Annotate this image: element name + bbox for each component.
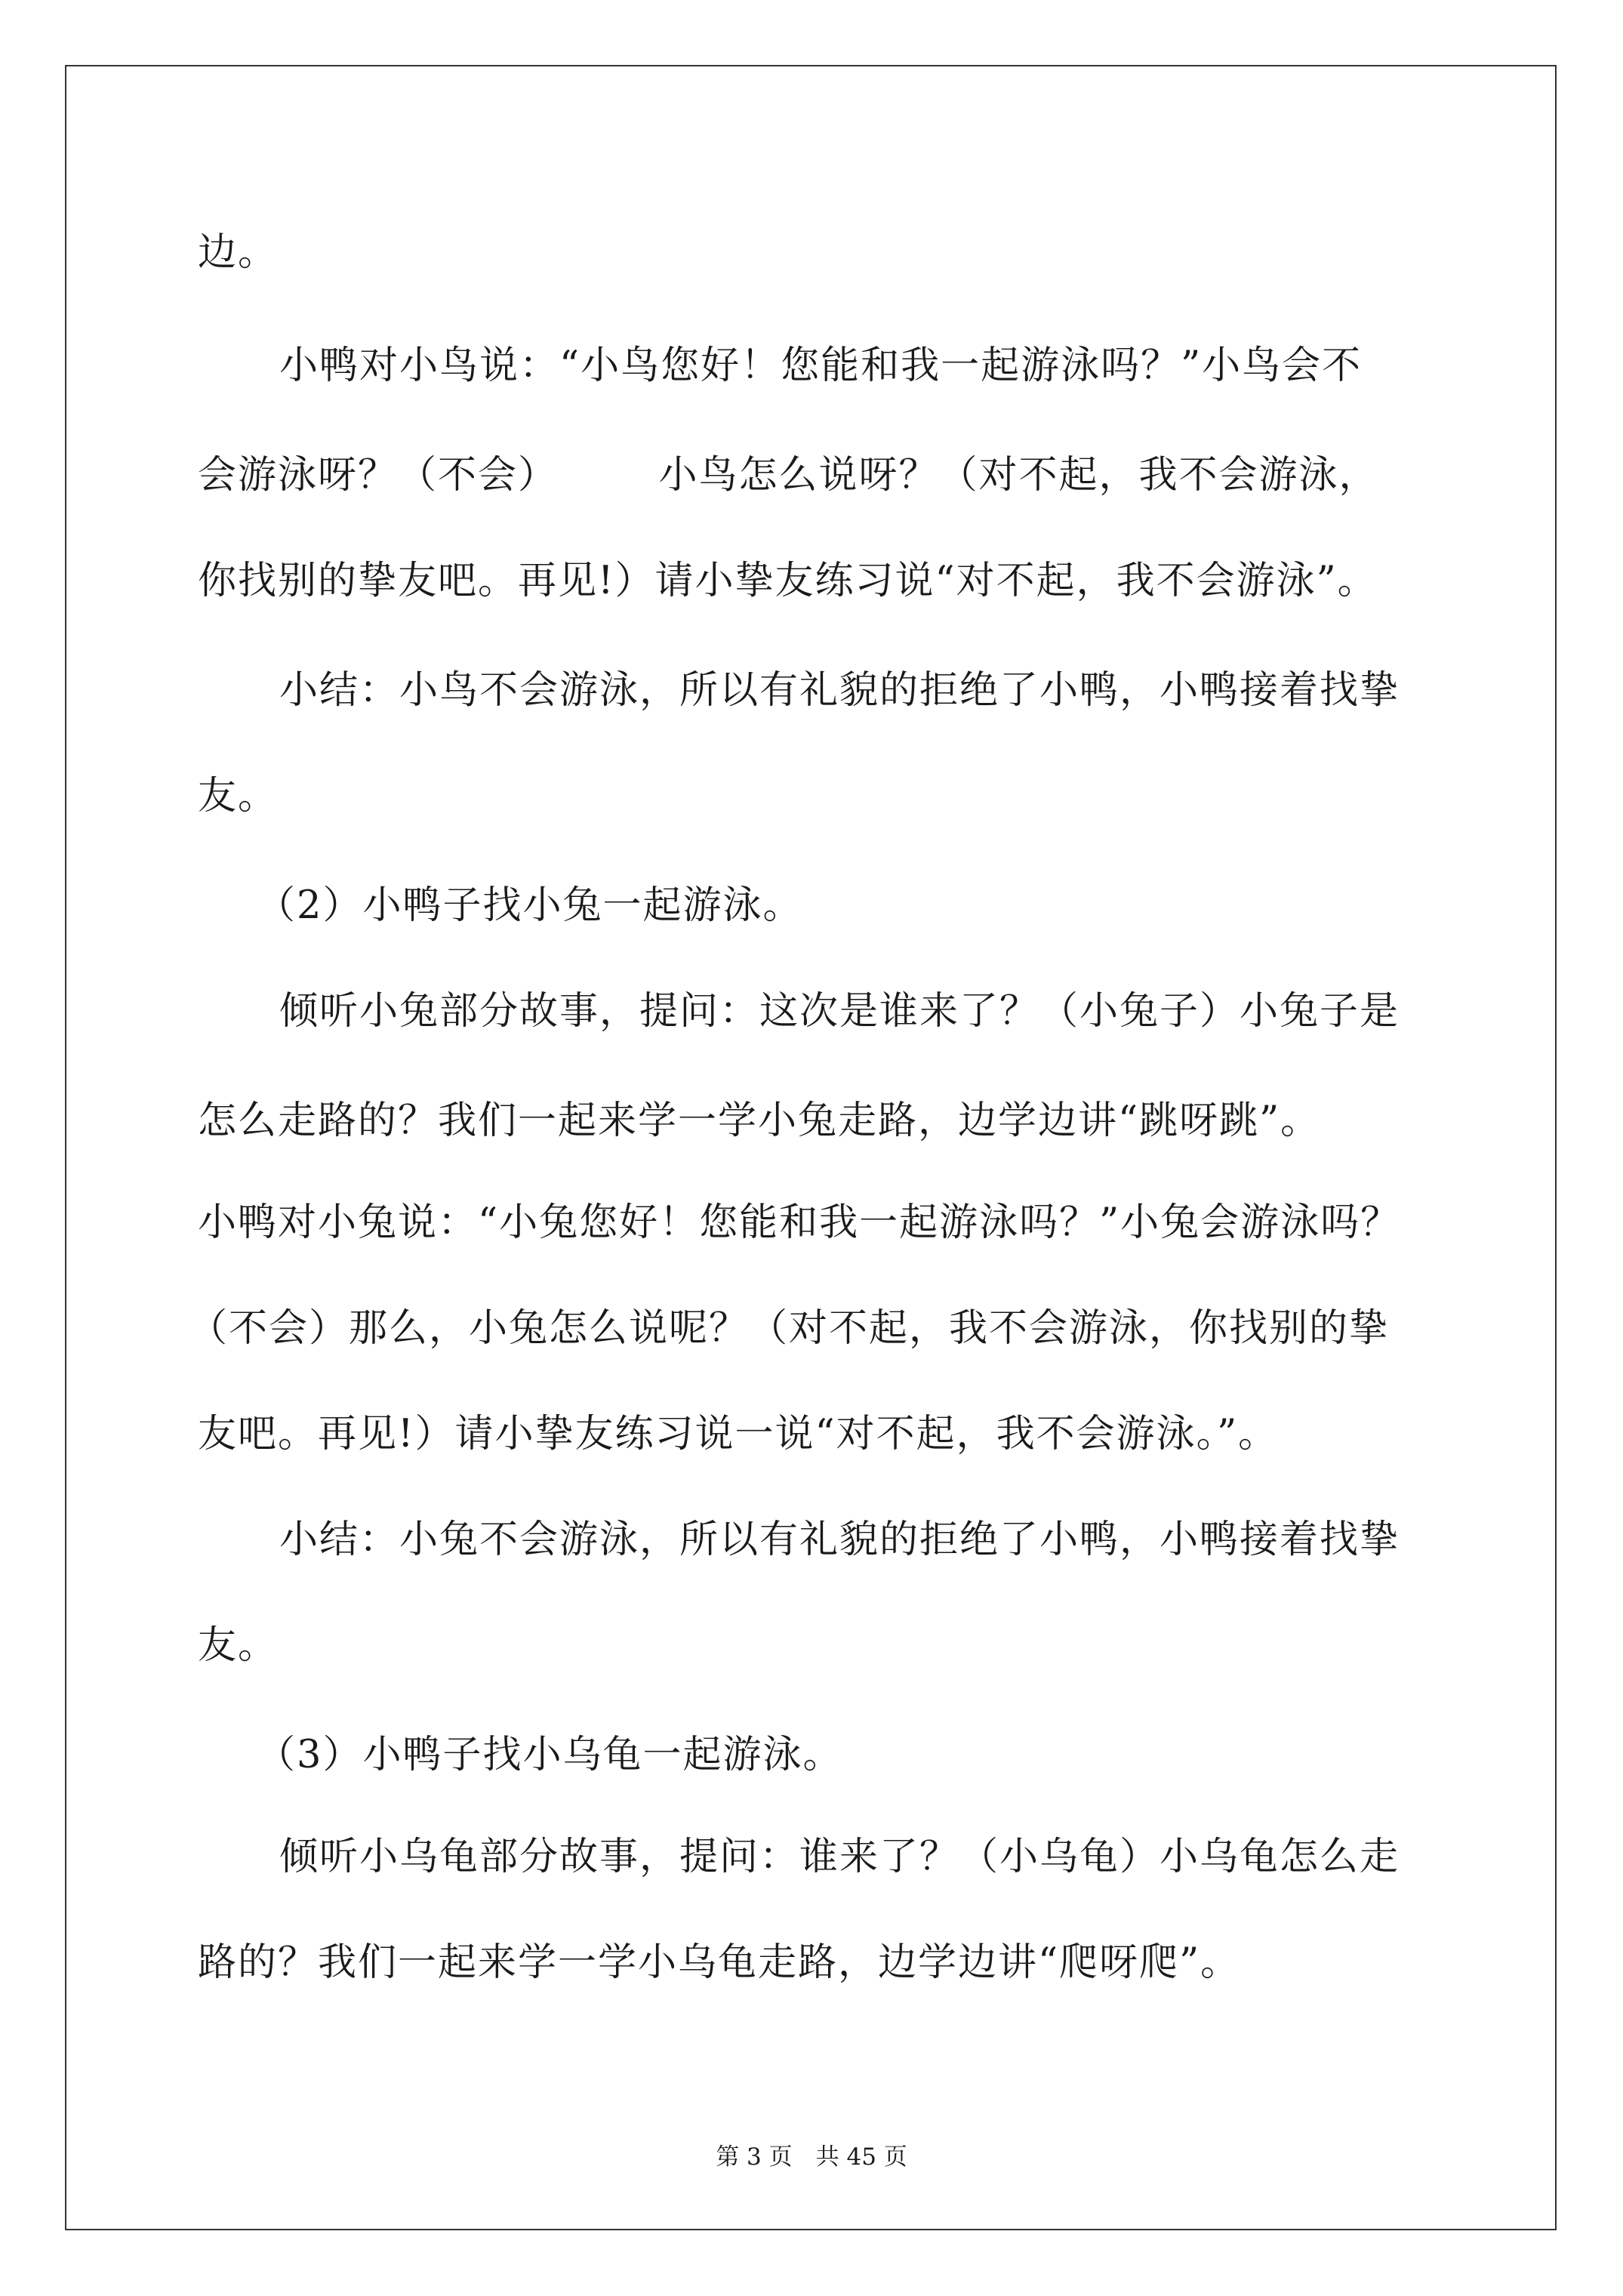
text-line-10: 小鸭对小兔说：“小兔您好！您能和我一起游泳吗？”小兔会游泳吗？ (198, 1200, 1401, 1245)
text-line-8: 倾听小兔部分故事，提问：这次是谁来了？（小兔子）小兔子是 (279, 989, 1400, 1034)
text-line-7: （2）小鸭子找小兔一起游泳。 (257, 883, 803, 928)
text-line-1: 边。 (198, 230, 279, 275)
text-line-11: （不会）那么，小兔怎么说呢？（对不起，我不会游泳，你找别的挚 (189, 1306, 1390, 1351)
text-line-17: 路的？我们一起来学一学小乌龟走路，边学边讲“爬呀爬”。 (198, 1940, 1241, 1985)
text-line-2: 小鸭对小鸟说：“小鸟您好！您能和我一起游泳吗？”小鸟会不 (279, 344, 1363, 388)
text-line-5: 小结：小鸟不会游泳，所以有礼貌的拒绝了小鸭，小鸭接着找挚 (279, 668, 1400, 713)
text-line-9: 怎么走路的？我们一起来学一学小兔走路，边学边讲“跳呀跳”。 (198, 1099, 1321, 1143)
text-line-13: 小结：小兔不会游泳，所以有礼貌的拒绝了小鸭，小鸭接着找挚 (279, 1518, 1400, 1562)
text-line-4: 你找别的挚友吧。再见!）请小挚友练习说“对不起，我不会游泳”。 (198, 559, 1378, 603)
text-line-3: 会游泳呀？（不会） 小鸟怎么说呀？（对不起，我不会游泳， (198, 453, 1379, 498)
text-line-6: 友。 (198, 774, 279, 818)
text-line-15: （3）小鸭子找小乌龟一起游泳。 (257, 1733, 843, 1777)
text-line-12: 友吧。再见!）请小挚友练习说一说“对不起，我不会游泳。”。 (198, 1412, 1279, 1456)
text-line-14: 友。 (198, 1623, 279, 1668)
page-border (65, 65, 1557, 2230)
page-footer: 第 3 页 共 45 页 (716, 2143, 907, 2171)
text-line-16: 倾听小乌龟部分故事，提问：谁来了？（小乌龟）小乌龟怎么走 (279, 1835, 1400, 1879)
